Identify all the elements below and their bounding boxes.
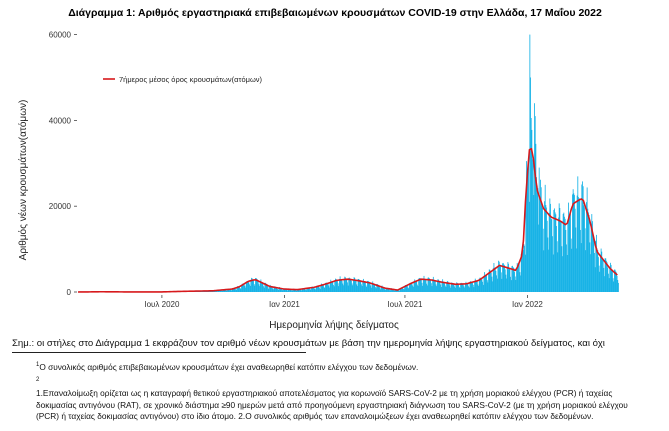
footnote-2-mark: 2 [36, 377, 40, 383]
y-tick-label: 60000 [48, 30, 71, 40]
y-tick-label: 40000 [48, 116, 71, 126]
daily-bar [618, 283, 619, 292]
x-tick-label: Ιουλ 2021 [387, 300, 423, 309]
x-tick-label: Ιαν 2021 [268, 300, 300, 309]
footnote-2-line-3: (PCR) ή ταχείας δοκιμασίας αντιγόνου) στο ίδιο άτομο. 2.Ο συνολικός αριθμός των επαναλοιμώξεων έχει αναθεωρηθεί κατόπιν ελέγχου των δεδομένων. [36, 411, 594, 422]
legend [103, 75, 263, 84]
x-axis-label: Ημερομηνία λήψης δείγματος [269, 320, 399, 331]
x-tick-label: Ιαν 2022 [512, 300, 543, 309]
x-axis [144, 295, 543, 309]
x-tick-label: Ιουλ 2020 [144, 300, 180, 309]
legend-label: 7ήμερος μέσος όρος κρουσμάτων(ατόμων) [119, 75, 263, 84]
y-tick-label: 20000 [48, 202, 71, 212]
footnote-2-line-1-text: 1.Επαναλοίμωξη ορίζεται ως η καταγραφή θετικού εργαστηριακού αποτελέσματος για κορωνοϊό SARS-CoV-2 με τη χρήση μοριακού ελέγχου (PCR) ή ταχείας [36, 388, 613, 399]
footnote-2 [36, 375, 656, 423]
y-tick-label: 0 [66, 288, 71, 297]
y-axis-label: Αριθμός νέων κρουσμάτων(ατόμων) [18, 99, 29, 261]
footnote-1 [36, 360, 656, 373]
footnote-2-line-1 [36, 375, 656, 400]
chart-note: Σημ.: οι στήλες στο Διάγραμμα 1 εκφράζουν τον αριθμό νέων κρουσμάτων με βάση την ημερομηνία λήψης εργαστηριακού δείγματος, και όχι [12, 338, 605, 349]
footnote-2-line-2: δοκιμασίας αντιγόνου (RAT), σε χρονικό διάστημα ≥90 ημερών μετά από προηγούμενη εργαστηριακή διάγνωση του SARS-CoV-2 (με τη χρήση μοριακού ελέγχου [36, 399, 628, 410]
footnote-divider [12, 352, 306, 353]
footnote-1-text: Ο συνολικός αριθμός επιβεβαιωμένων κρουσμάτων έχει αναθεωρηθεί κατόπιν ελέγχου των δεδομένων. [39, 361, 419, 372]
y-axis [49, 31, 77, 297]
chart-title: Διάγραμμα 1: Αριθμός εργαστηριακά επιβεβαιωμένων κρουσμάτων COVID-19 στην Ελλάδα, 17 Μαΐου 2022 [68, 7, 602, 19]
bars-group [79, 35, 619, 292]
footnote-1-mark: 1 [36, 362, 40, 368]
